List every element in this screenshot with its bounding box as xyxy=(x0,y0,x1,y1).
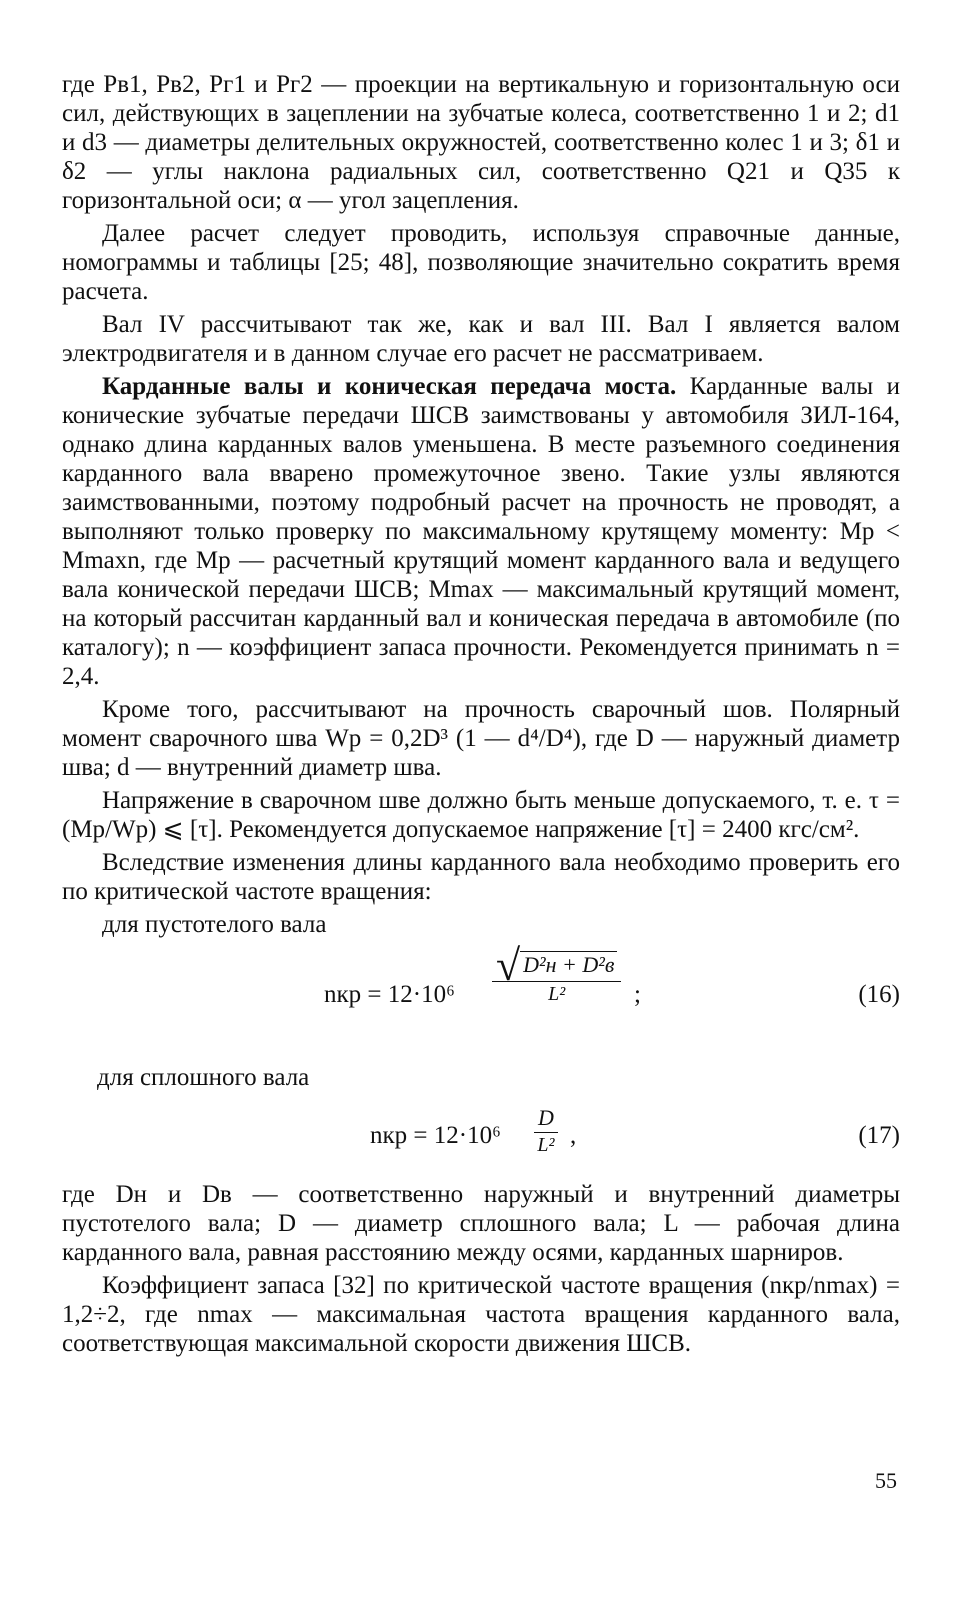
paragraph-forces: где Pв1, Pв2, Pг1 и Pг2 — проекции на вертикальную и горизонтальную оси сил, действующих в зацеплении на зубчатые колеса, соответственно 1 и 2; d1 и d3 — диаметры делительных окружностей, соответственно колес 1 и 3; δ1 и δ2 — углы наклона радиальных сил, соответственно Q21 и Q35 к горизонтальной оси; α — угол зацепления. xyxy=(62,71,900,214)
formula-17-number: (17) xyxy=(858,1122,900,1149)
paragraph-weld: Кроме того, рассчитывают на прочность сварочный шов. Полярный момент сварочного шва Wp = 0,2D³ (1 — d⁴/D⁴), где D — наружный диаметр шва; d — внутренний диаметр шва. xyxy=(62,696,900,781)
formula-17-fraction xyxy=(534,1104,558,1157)
sqrt-icon: √ xyxy=(496,941,521,990)
paragraph-safety-factor: Коэффициент запаса [32] по критической частоте вращения (nкр/nmax) = 1,2÷2, где nmax — максимальная частота вращения карданного вала, соответствующая максимальной скорости движения ШСВ. xyxy=(62,1272,900,1357)
formula-17-lhs: nкр = 12·10⁶ xyxy=(370,1122,501,1149)
paragraph-reference-data: Далее расчет следует проводить, используя справочные данные, номограммы и таблицы [25; 48], позволяющие значительно сократить время расчета. xyxy=(62,220,900,305)
formula-17-tail: , xyxy=(570,1122,577,1149)
formula-16 xyxy=(62,941,900,1039)
paragraph-stress: Напряжение в сварочном шве должно быть меньше допускаемого, т. е. τ = (Mр/Wp) ⩽ [τ]. Рекомендуется допускаемое напряжение [τ] = 2400 кгс/см². xyxy=(62,787,900,843)
formula-16-fraction xyxy=(492,941,621,1006)
formula-16-tail: ; xyxy=(634,981,641,1008)
section-heading: Карданные валы и коническая передача моста. xyxy=(102,373,677,400)
paragraph-cardan xyxy=(62,372,900,691)
formula-16-lhs: nкр = 12·10⁶ xyxy=(324,981,455,1008)
formula-17 xyxy=(62,1100,900,1170)
paragraph-shaft-iv: Вал IV рассчитывают так же, как и вал III. Вал I является валом электродвигателя и в данном случае его расчет не рассматриваем. xyxy=(62,311,900,367)
section-body: Карданные валы и конические зубчатые передачи ШСВ заимствованы у автомобиля ЗИЛ-164, однако длина карданных валов уменьшена. В месте разъемного соединения карданного вала вварено промежуточное звено. Такие узлы являются заимствованными, поэтому подробный расчет на прочность не проводят, а выполняют только проверку по максимальному крутящему моменту: Mр < Mmaxn, где Mр — расчетный крутящий момент карданного вала и ведущего вала конической передачи ШСВ; Mmax — максимальный крутящий момент, на который рассчитан карданный вал и коническая передача в автомобиле (по каталогу); n — коэффициент запаса прочности. Рекомендуется принимать n = 2,4. xyxy=(62,373,900,690)
page-number: 55 xyxy=(875,1468,897,1493)
formula-17-numerator: D xyxy=(534,1104,558,1133)
formula-16-number: (16) xyxy=(858,981,900,1008)
paragraph-critical-speed: Вследствие изменения длины карданного вала необходимо проверить его по критической частоте вращения: xyxy=(62,849,900,905)
formula-16-denominator: L² xyxy=(548,983,566,1005)
paragraph-diameters: где Dн и Dв — соответственно наружный и внутренний диаметры пустотелого вала; D — диаметр сплошного вала; L — рабочая длина карданного вала, равная расстоянию между осями, карданных шарниров. xyxy=(62,1181,900,1266)
formula-16-numerator: D²н + D²в xyxy=(520,951,617,977)
label-hollow-shaft: для пустотелого вала xyxy=(102,911,327,938)
label-solid-shaft: для сплошного вала xyxy=(97,1064,310,1091)
formula-17-denominator: L² xyxy=(537,1134,555,1156)
page-body xyxy=(62,70,900,1358)
